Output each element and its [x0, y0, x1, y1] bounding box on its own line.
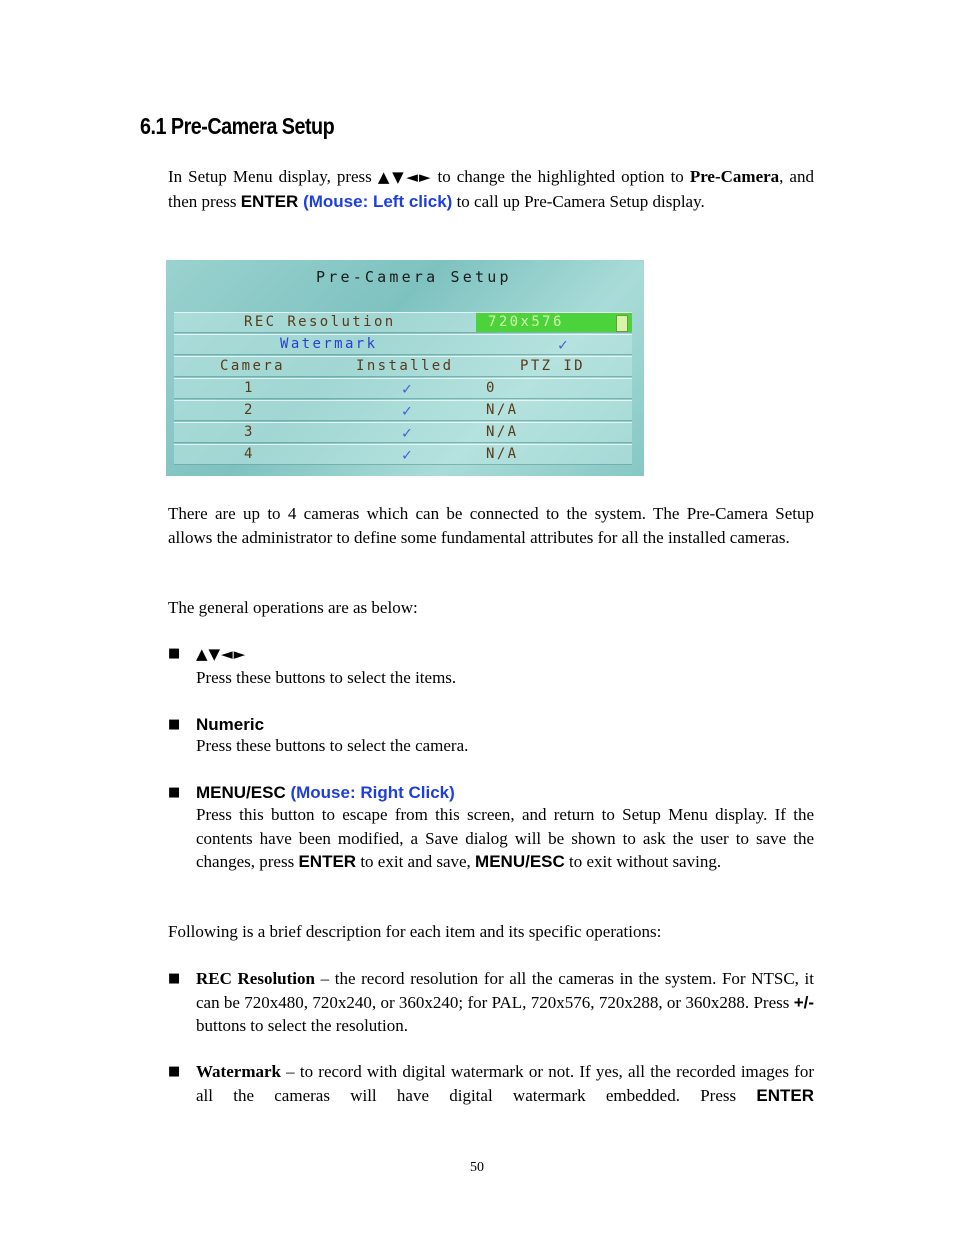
section-heading: 6.1 Pre-Camera Setup: [140, 113, 335, 139]
rec-resolution-term: REC Resolution: [196, 969, 315, 988]
camera-number: 1: [244, 380, 255, 396]
items-intro: Following is a brief description for each item and its specific operations:: [168, 922, 662, 941]
col-installed-header: Installed: [356, 358, 454, 374]
operations-intro: The general operations are as below:: [168, 598, 418, 617]
menu-esc-title: [196, 782, 814, 804]
rec-resolution-highlight: [476, 313, 632, 332]
bullet-square-icon: ■: [168, 785, 181, 800]
enter-key-term: ENTER: [756, 1085, 814, 1105]
arrow-keys-glyphs: ▲▼◄►: [377, 168, 432, 186]
bullet-square-icon: ■: [168, 717, 181, 732]
menu-esc-text: Press this button to escape from this screen, and return to Setup Menu display. If the contents have been modified, a Save dialog will be shown to ask the user to save the changes, press: [196, 805, 814, 872]
pre-camera-setup-screenshot: [166, 260, 644, 476]
bullet-square-icon: ■: [168, 971, 181, 986]
menu-esc-description: [196, 803, 814, 874]
mouse-right-click-note: (Mouse: Right Click): [285, 783, 455, 802]
camera-row: [174, 400, 632, 421]
ptz-id: N/A: [486, 446, 519, 462]
bullet-square-icon: ■: [168, 1064, 181, 1079]
intro-text: In Setup Menu display, press: [168, 167, 378, 186]
rec-resolution-item: [196, 967, 814, 1038]
rec-resolution-label: REC Resolution: [244, 314, 396, 330]
installed-check-icon: ✓: [402, 379, 415, 398]
arrows-title: [196, 643, 814, 665]
installed-check-icon: ✓: [402, 445, 415, 464]
installed-check-icon: ✓: [402, 401, 415, 420]
camera-row: [174, 422, 632, 443]
rec-resolution-value: 720x576: [488, 314, 564, 330]
cameras-paragraph: There are up to 4 cameras which can be connected to the system. The Pre-Camera Setup allows the administrator to define some fundamental attributes for all the installed cameras.: [168, 504, 814, 547]
watermark-row: [174, 334, 632, 355]
rec-resolution-text: – the record resolution for all the cameras in the system. For NTSC, it can be 720x480, 720x240, or 360x240; for PAL, 720x576, 720x288, or 360x288. Press: [196, 969, 814, 1012]
col-ptz-header: PTZ ID: [520, 358, 585, 374]
ptz-id: 0: [486, 380, 497, 396]
watermark-term: Watermark: [196, 1062, 281, 1081]
camera-number: 3: [244, 424, 255, 440]
arrow-keys-glyphs: ▲▼◄►: [196, 645, 247, 663]
watermark-text: – to record with digital watermark or not. If yes, all the recorded images for all the cameras will have digital watermark embedded. Press: [196, 1062, 814, 1105]
ptz-id: N/A: [486, 402, 519, 418]
menu-esc-term: MENU/ESC: [475, 852, 565, 872]
enter-key-term: ENTER: [240, 191, 299, 211]
intro-text: to call up Pre-Camera Setup display.: [452, 191, 705, 211]
rec-resolution-text: buttons to select the resolution.: [196, 1016, 408, 1036]
mouse-left-click-note: (Mouse: Left click): [298, 191, 453, 211]
pre-camera-term: Pre-Camera: [689, 167, 780, 186]
enter-key-term: ENTER: [298, 852, 357, 872]
col-camera-header: Camera: [220, 358, 285, 374]
intro-paragraph: [168, 165, 814, 213]
camera-row: [174, 444, 632, 465]
camera-row: [174, 378, 632, 399]
intro-text: to change the highlighted option to: [431, 167, 690, 186]
arrows-description: Press these buttons to select the items.: [196, 668, 457, 687]
menu-esc-term: MENU/ESC: [196, 783, 286, 802]
menu-esc-text: to exit and save,: [356, 852, 476, 872]
plus-minus-term: +/-: [793, 992, 814, 1012]
numeric-title: Numeric: [196, 715, 265, 734]
intro-text: , and then press: [168, 167, 814, 211]
installed-check-icon: ✓: [402, 423, 415, 442]
menu-esc-text: to exit without saving.: [564, 852, 722, 872]
page-number: 50: [470, 1160, 484, 1175]
screen-title: Pre-Camera Setup: [316, 268, 512, 286]
watermark-label: Watermark: [280, 336, 378, 352]
camera-number: 2: [244, 402, 255, 418]
watermark-check-icon: ✓: [558, 335, 571, 354]
bullet-square-icon: ■: [168, 646, 181, 661]
scroll-arrows-icon: [616, 315, 628, 332]
ptz-id: N/A: [486, 424, 519, 440]
watermark-item: [196, 1060, 814, 1107]
camera-header-row: [174, 356, 632, 377]
camera-number: 4: [244, 446, 255, 462]
numeric-description: Press these buttons to select the camera.: [196, 736, 469, 755]
rec-resolution-row: [174, 312, 632, 333]
